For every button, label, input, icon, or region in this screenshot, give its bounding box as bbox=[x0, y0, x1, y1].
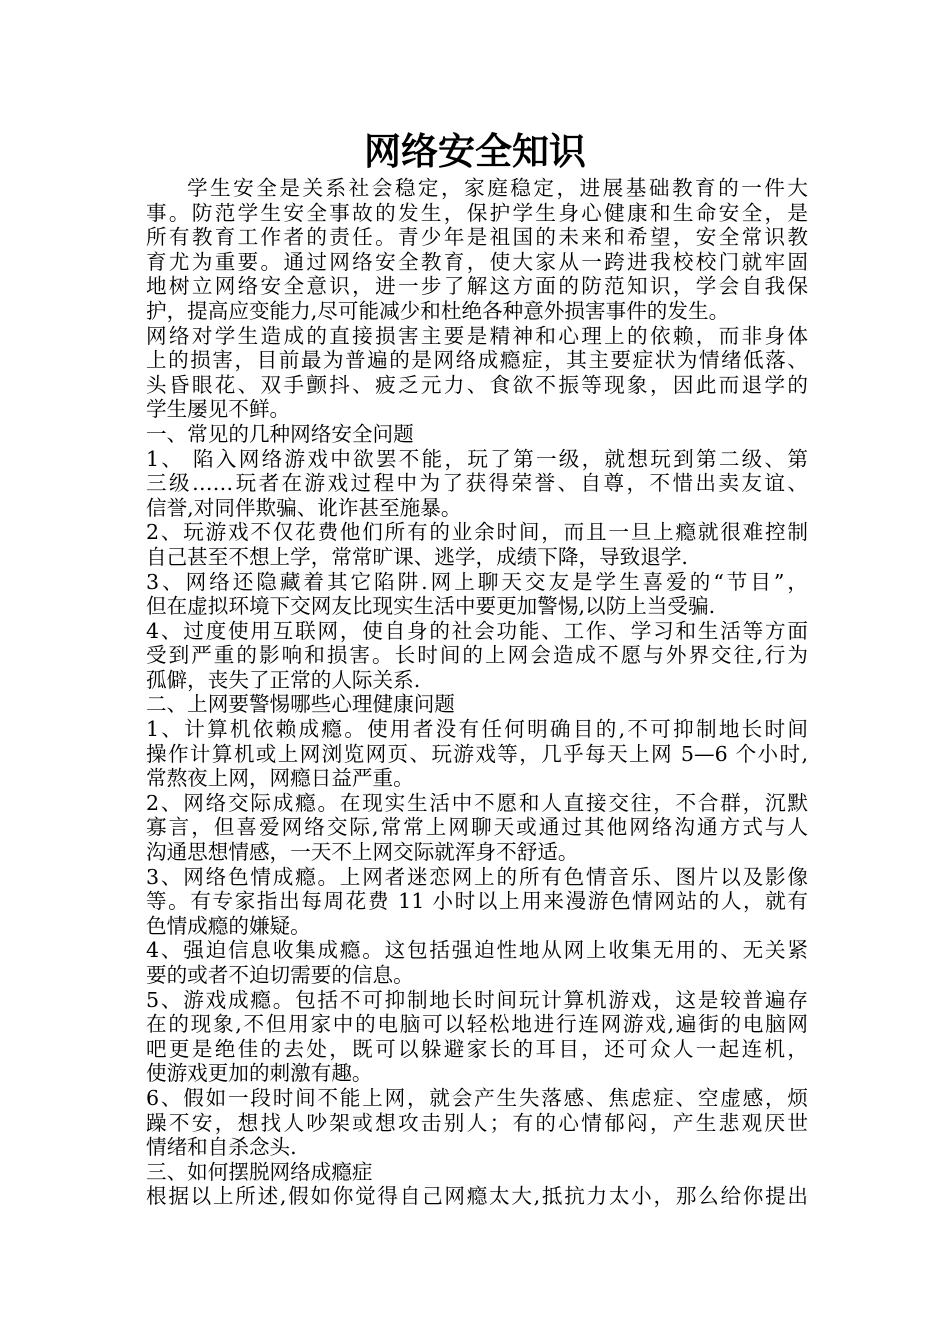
document-body bbox=[146, 176, 808, 1209]
paragraph bbox=[146, 1086, 808, 1160]
text-line: 三、如何摆脱网络成瘾症 bbox=[146, 1159, 373, 1184]
text-line: 自己甚至不想上学，常常旷课、逃学，成绩下降，导致退学. bbox=[146, 544, 688, 569]
text-line: 地树立网络安全意识，进一步了解这方面的防范知识，学会自我保 bbox=[146, 274, 808, 299]
text-line: 要的或者不迫切需要的信息。 bbox=[146, 963, 414, 987]
text-line: 寡言，但喜爱网络交际,常常上网聊天或通过其他网络沟通方式与人 bbox=[146, 815, 808, 840]
text-line: 5、游戏成瘾。包括不可抑制地长时间玩计算机游戏，这是较普遍存 bbox=[146, 987, 808, 1012]
text-line: 学生安全是关系社会稳定，家庭稳定，进展基础教育的一件大 bbox=[187, 176, 808, 200]
text-line: 情绪和自杀念头. bbox=[146, 1135, 297, 1160]
text-line: 色情成瘾的嫌疑。 bbox=[146, 913, 311, 938]
paragraph bbox=[146, 1160, 808, 1185]
text-line: 躁不安，想找人吵架或想攻击别人；有的心情郁闷，产生悲观厌世 bbox=[146, 1110, 808, 1135]
text-line: 护，提高应变能力,尽可能减少和杜绝各种意外损害事件的发生。 bbox=[146, 298, 730, 323]
text-line: 操作计算机或上网浏览网页、玩游戏等，几乎每天上网 5—6 个小时, bbox=[146, 741, 808, 766]
text-line: 育尤为重要。通过网络安全教育，使大家从一跨进我校校门就牢固 bbox=[146, 249, 808, 274]
text-line: 1、计算机依赖成瘾。使用者没有任何明确目的,不可抑制地长时间 bbox=[146, 717, 808, 742]
text-line: 所有教育工作者的责任。青少年是祖国的未来和希望，安全常识教 bbox=[146, 225, 808, 250]
text-line: 6、假如一段时间不能上网，就会产生失落感、焦虑症、空虚感，烦 bbox=[146, 1085, 808, 1110]
paragraph bbox=[146, 791, 808, 865]
text-line: 2、网络交际成瘾。在现实生活中不愿和人直接交往，不合群，沉默 bbox=[146, 790, 808, 815]
text-line: 2、玩游戏不仅花费他们所有的业余时间，而且一旦上瘾就很难控制 bbox=[146, 520, 808, 545]
paragraph bbox=[146, 324, 808, 422]
paragraph bbox=[146, 938, 808, 987]
paragraph bbox=[146, 988, 808, 1086]
text-line: 3、网络色情成瘾。上网者迷恋网上的所有色情音乐、图片以及影像 bbox=[146, 864, 808, 889]
text-line: 受到严重的影响和损害。长时间的上网会造成不愿与外界交往,行为 bbox=[146, 643, 808, 668]
text-line: 上的损害，目前最为普遍的是网络成瘾症，其主要症状为情绪低落、 bbox=[146, 348, 808, 373]
text-line: 信誉,对同伴欺骗、讹诈甚至施暴。 bbox=[146, 495, 462, 520]
paragraph bbox=[146, 176, 808, 324]
text-line: 吧更是绝佳的去处，既可以躲避家长的耳目，还可众人一起连机， bbox=[146, 1036, 808, 1061]
text-line: 二、上网要警惕哪些心理健康问题 bbox=[146, 692, 455, 717]
text-line: 在的现象,不但用家中的电脑可以轻松地进行连网游戏,遍街的电脑网 bbox=[146, 1012, 808, 1037]
text-line: 三级……玩者在游戏过程中为了获得荣誉、自尊，不惜出卖友谊、 bbox=[146, 471, 808, 496]
text-line: 网络对学生造成的直接损害主要是精神和心理上的依赖，而非身体 bbox=[146, 323, 808, 348]
text-line: 头昏眼花、双手颤抖、疲乏元力、食欲不振等现象，因此而退学的 bbox=[146, 372, 808, 397]
text-line: 沟通思想情感，一天不上网交际就浑身不舒适。 bbox=[146, 840, 579, 865]
paragraph bbox=[146, 447, 808, 521]
text-line: 4、过度使用互联网，使自身的社会功能、工作、学习和生活等方面 bbox=[146, 618, 808, 643]
paragraph bbox=[146, 422, 808, 447]
text-line: 常熬夜上网，网瘾日益严重。 bbox=[146, 766, 414, 791]
paragraph bbox=[146, 520, 808, 569]
paragraph bbox=[146, 692, 808, 717]
text-line: 3、网络还隐藏着其它陷阱.网上聊天交友是学生喜爱的“节目”， bbox=[146, 569, 808, 594]
paragraph bbox=[146, 865, 808, 939]
text-line: 使游戏更加的刺激有趣。 bbox=[146, 1061, 373, 1086]
text-line: 事。防范学生安全事故的发生，保护学生身心健康和生命安全，是 bbox=[146, 200, 808, 225]
document-title: 网络安全知识 bbox=[364, 130, 586, 173]
paragraph bbox=[146, 1184, 808, 1209]
paragraph bbox=[146, 717, 808, 791]
text-line: 学生屡见不鲜。 bbox=[146, 397, 291, 422]
text-line: 4、强迫信息收集成瘾。这包括强迫性地从网上收集无用的、无关紧 bbox=[146, 938, 808, 963]
text-line: 等。有专家指出每周花费 11 小时以上用来漫游色情网站的人，就有 bbox=[146, 889, 808, 914]
text-line: 一、常见的几种网络安全问题 bbox=[146, 421, 414, 446]
paragraph bbox=[146, 570, 808, 619]
text-line: 孤僻，丧失了正常的人际关系. bbox=[146, 667, 421, 692]
text-line: 但在虚拟环境下交网友比现实生活中要更加警惕,以防上当受骗. bbox=[146, 594, 716, 619]
paragraph bbox=[146, 619, 808, 693]
text-line: 1、 陷入网络游戏中欲罢不能，玩了第一级，就想玩到第二级、第 bbox=[146, 446, 808, 471]
text-line: 根据以上所述,假如你觉得自己网瘾太大,抵抗力太小，那么给你提出 bbox=[146, 1184, 808, 1209]
